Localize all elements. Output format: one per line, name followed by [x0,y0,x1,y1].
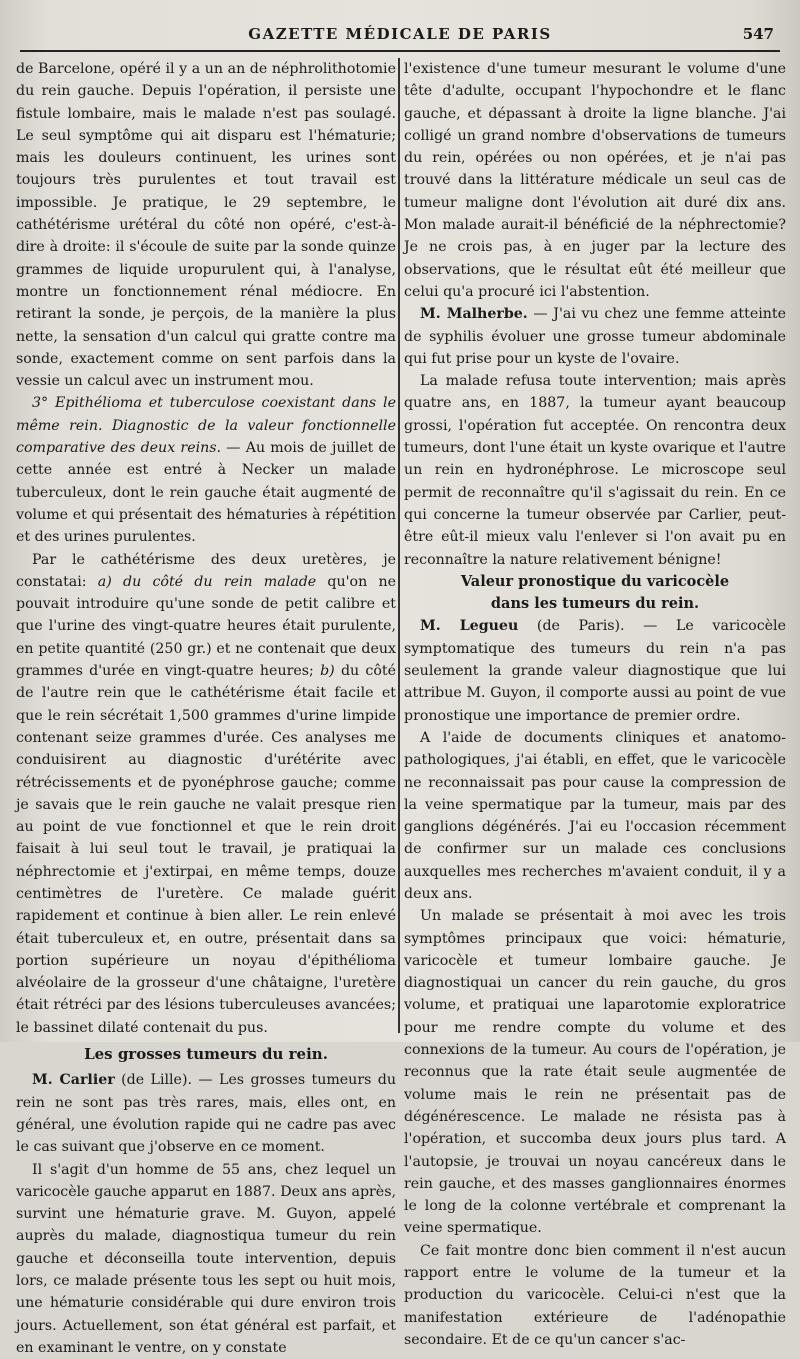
paragraph: Un malade se présentait à moi avec les trois symptômes principaux que voici: hématurie, varicocèle et tumeur lombaire gauche. Je diagnostiquai un cancer du rein gauche, du gros volume, et pratiquai une laparotomie exploratrice pour me rendre compte du volume et des connexions de la tumeur. Au cours de l'opération, je reconnus que la rate était seule augmentée de volume mais le rein ne présentait pas de dégénérescence. Le malade ne résista pas à l'opération, et succomba deux jours plus tard. A l'autopsie, je trouvai un noyau cancéreux dans le rein gauche, et des masses ganglionnaires énormes le long de la colonne vertébrale et comprenant la veine spermatique. [404,908,786,1237]
paragraph-text: — Au mois de juillet de cette année est entré à Necker un malade tuberculeux, dont le rein gauche était augmenté de volume et qui présentait des hématuries à répétition et des urines purulentes. [16,440,396,546]
paragraph-italic: b) [320,663,335,680]
paragraph: l'existence d'une tumeur mesurant le volume d'une tête d'adulte, occupant l'hypochondre et le flanc gauche, et dépassant à droite la ligne blanche. J'ai colligé un grand nombre d'observations de tumeurs du rein, opérées ou non opérées, et je n'ai pas trouvé dans la littérature médicale un seul cas de tumeur maligne dont l'évolution ait duré dix ans. Mon malade aurait-il bénéficié de la néphrectomie? Je ne crois pas, à en juger par la lecture des observations, que le résultat eût été meilleur que celui qu'a procuré ici l'abstention. [404,61,786,300]
section-heading-line2: dans les tumeurs du rein. [490,595,700,613]
paragraph-text: du côté de l'autre rein que le cathétérisme était facile et que le rein sécrétait 1,500 grammes d'urine limpide contenant seize grammes d'urée. Ces analyses me conduisirent au diagnostic d'urétérite avec rétrécissements et de pyonéphrose gauche; comme je savais que le rein gauche ne valait presque rien au point de vue fonctionnel et que le rein droit faisait à lui seul tout le travail, je pratiquai la néphrectomie et j'extirpai, en même temps, douze centimètres de l'uretère. Ce malade guérit rapidement et continue à bien aller. Le rein enlevé était tuberculeux et, en outre, présentait dans sa portion supérieure un noyau d'épithélioma alvéolaire de la grosseur d'une châtaigne, l'uretère était rétréci par des lésions tuberculeuses avancées; le bassinet dilaté contenait du pus. [16,663,396,1036]
paragraph [16,392,396,548]
paragraph-text: qu'on ne pouvait introduire qu'une sonde de petit calibre et que l'urine des vingt-quatre heures était purulente, en petite quantité (250 gr.) et ne contenait que deux grammes d'urée en vingt-quatre heures; [16,573,396,680]
paragraph-text: (de Lille). — Les grosses tumeurs du rein ne sont pas très rares, mais, elles ont, en général, une évolution rapide qui ne cadre pas avec le cas suivant que j'observe en ce moment. [16,1072,396,1156]
page-header [20,20,780,52]
column-divider [398,58,400,1033]
left-column [16,58,396,1356]
paragraph: Il s'agit d'un homme de 55 ans, chez lequel un varicocèle gauche apparut en 1887. Deux ans après, survint une hématurie grave. M. Guyon, appelé auprès du malade, diagnostiqua tumeur du rein gauche et déconseilla toute intervention, depuis lors, ce malade présente tous les sept ou huit mois, une hématurie considérable qui dure environ trois jours. Actuellement, son état général est parfait, et en examinant le ventre, on y constate [16,1161,396,1356]
case-title: 3° Epithélioma et tuberculose coexistant dans le même rein. Diagnostic de la valeur fonctionnelle comparative des deux reins. [16,395,396,457]
paragraph-text: (de Paris). — Le varicocèle symptomatique des tumeurs du rein n'a pas seulement la grande valeur diagnostique que lui attribue M. Guyon, il comporte aussi au point de vue pronostique une importance de premier ordre. [404,618,786,724]
right-column [404,58,786,1348]
section-heading: Les grosses tumeurs du rein. [84,1045,328,1064]
paragraph-italic: a) du côté du rein malade [97,573,317,590]
paragraph [16,549,396,1040]
paragraph: La malade refusa toute intervention; mais après quatre ans, en 1887, la tumeur ayant beaucoup grossi, l'opération fut acceptée. On rencontra deux tumeurs, dont l'une était un kyste ovarique et l'autre un rein en hydronéphrose. Le microscope seul permit de reconnaître qu'il s'agissait du rein. En ce qui concerne la tumeur observée par Carlier, peut-être eût-il mieux valu l'enlever si l'on avait pu en reconnaître la nature relativement bénigne! [404,373,786,568]
paragraph [404,303,786,370]
paragraph: Ce fait montre donc bien comment il n'est aucun rapport entre le volume de la tumeur et la production du varicocèle. Celui-ci n'est que la manifestation extérieure de l'adénopathie secondaire. Et de ce qu'un cancer s'ac- [404,1242,786,1348]
journal-title: GAZETTE MÉDICALE DE PARIS [248,25,552,43]
page-number: 547 [742,25,774,43]
paragraph: A l'aide de documents cliniques et anatomo-pathologiques, j'ai établi, en effet, que le varicocèle ne reconnaissait pas pour cause la compression de la veine spermatique par la tumeur, mais par des ganglions dégénérés. J'ai eu l'occasion récemment de confirmer sur un malade ces conclusions auxquelles mes recherches m'avaient conduit, il y a deux ans. [404,729,786,902]
speaker-name: M. Malherbe. [420,306,528,323]
paragraph [404,615,786,726]
speaker-name: M. Carlier [32,1072,115,1089]
speaker-name: M. Legueu [420,618,519,635]
paragraph-text: — J'ai vu chez une femme atteinte de syphilis évoluer une grosse tumeur abdominale qui fut prise pour un kyste de l'ovaire. [404,306,786,367]
paragraph [16,1069,396,1158]
paragraph-text: Par le cathétérisme des deux uretères, je constatai: [16,551,396,590]
paragraph: de Barcelone, opéré il y a un an de néphrolithotomie du rein gauche. Depuis l'opération, il persiste une fistule lombaire, mais le malade n'est pas soulagé. Le seul symptôme qui ait disparu est l'hématurie; mais les douleurs continuent, les urines sont toujours très purulentes et tout travail est impossible. Je pratique, le 29 septembre, le cathétérisme urétéral du côté non opéré, c'est-à-dire à droite: il s'écoule de suite par la sonde quinze grammes de liquide uropurulent qui, à l'analyse, montre un fonctionnement rénal médiocre. En retirant la sonde, je perçois, de la manière la plus nette, la sensation d'un calcul qui gratte contre ma sonde, exactement comme on sent parfois dans la vessie un calcul avec un instrument mou. [16,61,396,390]
section-heading-line1: Valeur pronostique du varicocèle [460,572,730,590]
